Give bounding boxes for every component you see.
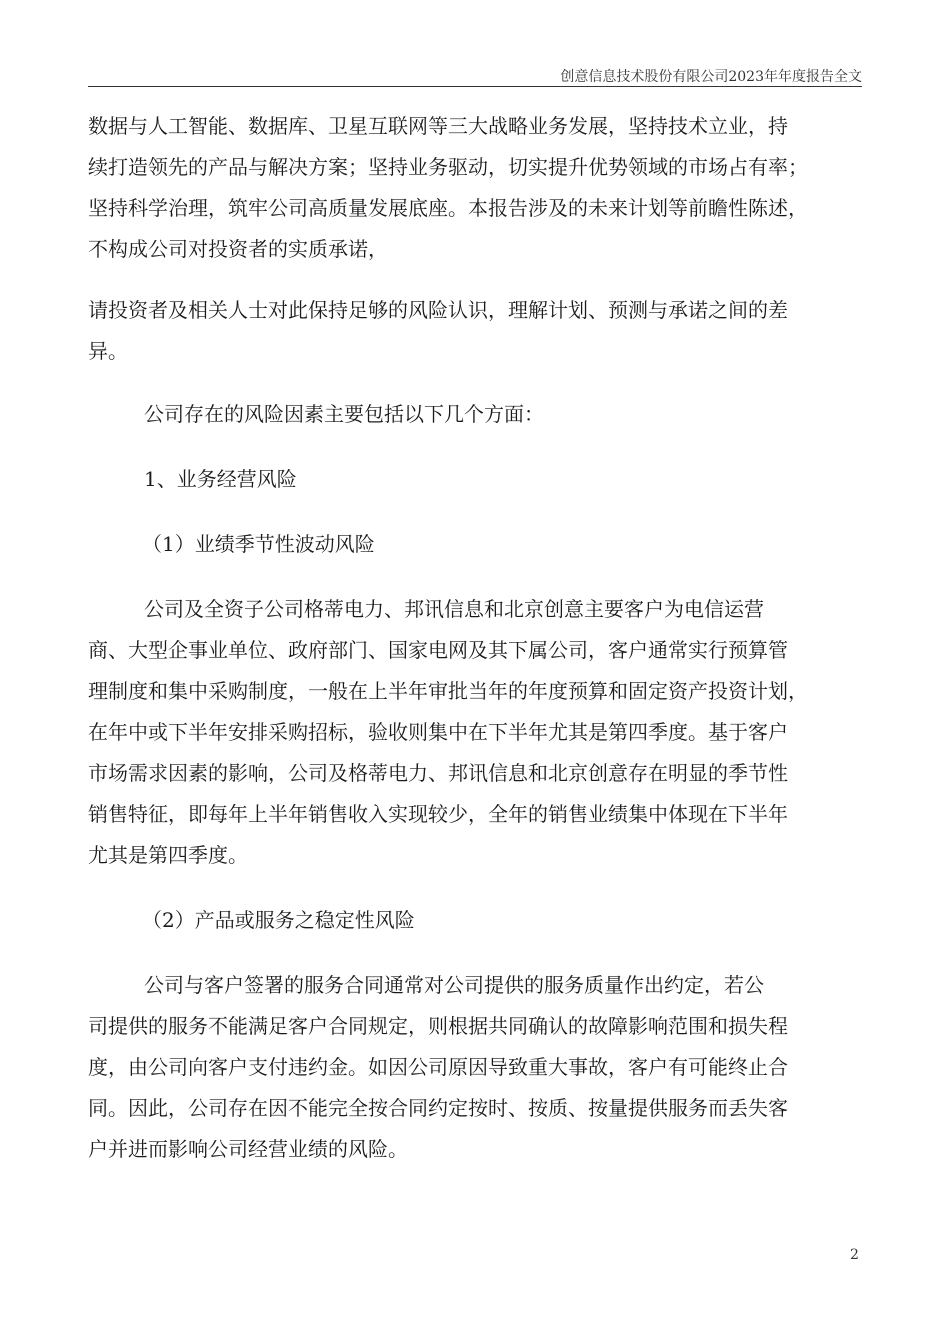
text-line: 同。因此，公司存在因不能完全按合同约定按时、按质、按量提供服务而丢失客 (88, 1096, 788, 1120)
subsection-heading-stability-risk: （2）产品或服务之稳定性风险 (142, 908, 415, 932)
header-divider (88, 86, 862, 87)
text-line: 销售特征，即每年上半年销售收入实现较少，全年的销售业绩集中体现在下半年 (88, 802, 788, 826)
text-line: 异。 (88, 339, 128, 363)
text-line: 理制度和集中采购制度，一般在上半年审批当年的年度预算和固定资产投资计划， (88, 679, 808, 703)
text-line: 坚持科学治理，筑牢公司高质量发展底座。本报告涉及的未来计划等前瞻性陈述， (88, 196, 808, 220)
section-heading-business-risk: 1、业务经营风险 (144, 467, 297, 491)
page-number: 2 (850, 1247, 859, 1263)
text-line: 数据与人工智能、数据库、卫星互联网等三大战略业务发展，坚持技术立业，持 (88, 114, 788, 138)
text-line: 请投资者及相关人士对此保持足够的风险认识，理解计划、预测与承诺之间的差 (88, 298, 788, 322)
text-line: 商、大型企事业单位、政府部门、国家电网及其下属公司，客户通常实行预算管 (88, 638, 788, 662)
text-line: 司提供的服务不能满足客户合同规定，则根据共同确认的故障影响范围和损失程 (88, 1014, 788, 1038)
text-line: 不构成公司对投资者的实质承诺， (88, 237, 388, 261)
text-line: 续打造领先的产品与解决方案；坚持业务驱动，切实提升优势领域的市场占有率； (88, 155, 808, 179)
subsection-heading-seasonal-risk: （1）业绩季节性波动风险 (142, 532, 375, 556)
paragraph-strategy (88, 106, 878, 270)
page-header-title: 创意信息技术股份有限公司2023年年度报告全文 (560, 69, 862, 85)
text-line: 度，由公司向客户支付违约金。如因公司原因导致重大事故，客户有可能终止合 (88, 1055, 788, 1079)
paragraph-risk-factors-intro: 公司存在的风险因素主要包括以下几个方面： (144, 402, 544, 426)
text-line: 市场需求因素的影响，公司及格蒂电力、邦讯信息和北京创意存在明显的季节性 (88, 761, 788, 785)
document-body (88, 106, 878, 1170)
paragraph-seasonal-risk (88, 589, 878, 876)
paragraph-stability-risk (88, 965, 878, 1170)
paragraph-risk-awareness (88, 290, 878, 372)
text-line: 公司与客户签署的服务合同通常对公司提供的服务质量作出约定，若公 (144, 973, 764, 997)
text-line: 公司及全资子公司格蒂电力、邦讯信息和北京创意主要客户为电信运营 (144, 597, 764, 621)
text-line: 尤其是第四季度。 (88, 843, 248, 867)
text-line: 户并进而影响公司经营业绩的风险。 (88, 1137, 408, 1161)
text-line: 在年中或下半年安排采购招标，验收则集中在下半年尤其是第四季度。基于客户 (88, 720, 788, 744)
